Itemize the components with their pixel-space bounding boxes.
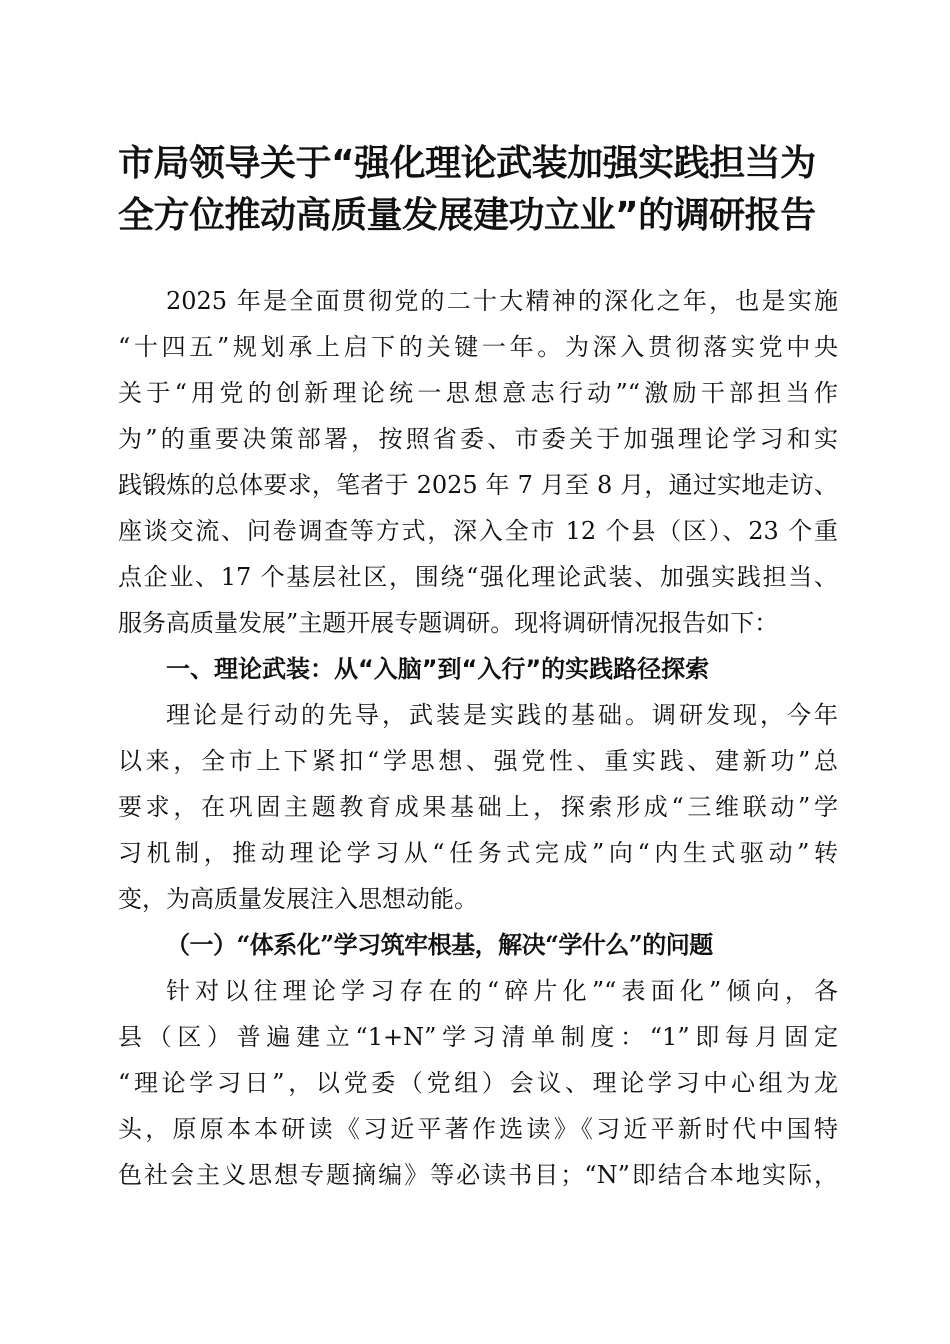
intro-line: 践锻炼的总体要求，笔者于 2025 年 7 月至 8 月，通过实地走访、	[118, 471, 838, 499]
subsection1-line: 色社会主义思想专题摘编》等必读书目；“N”即结合本地实际，	[118, 1161, 838, 1189]
subsection1-line: 针对以往理论学习存在的“碎片化”“表面化”倾向，各	[166, 977, 838, 1005]
section1-line: 以来，全市上下紧扣“学思想、强党性、重实践、建新功”总	[118, 747, 838, 775]
subsection1-line: 县（区）普遍建立“1+N”学习清单制度：“1”即每月固定	[118, 1023, 838, 1051]
section-heading-1: 一、理论武装：从“入脑”到“入行”的实践路径探索	[166, 655, 710, 683]
intro-line: 点企业、17 个基层社区，围绕“强化理论武装、加强实践担当、	[118, 563, 838, 591]
intro-line: 服务高质量发展”主题开展专题调研。现将调研情况报告如下：	[118, 609, 779, 637]
intro-line: 座谈交流、问卷调查等方式，深入全市 12 个县（区）、23 个重	[118, 517, 838, 545]
title-line-2: 全方位推动高质量发展建功立业”的调研报告	[118, 195, 816, 236]
report-title	[118, 138, 838, 242]
intro-line: 关于“用党的创新理论统一思想意志行动”“激励干部担当作	[118, 379, 838, 407]
section1-line: 要求，在巩固主题教育成果基础上，探索形成“三维联动”学	[118, 793, 838, 821]
subsection1-line: 头，原原本本研读《习近平著作选读》《习近平新时代中国特	[118, 1115, 838, 1143]
subsection1-line: “理论学习日”，以党委（党组）会议、理论学习中心组为龙	[118, 1069, 838, 1097]
section1-line: 变，为高质量发展注入思想动能。	[118, 885, 478, 913]
subsection-heading-1: （一）“体系化”学习筑牢根基，解决“学什么”的问题	[166, 930, 713, 959]
intro-line: 为”的重要决策部署，按照省委、市委关于加强理论学习和实	[118, 425, 838, 453]
intro-line: “十四五”规划承上启下的关键一年。为深入贯彻落实党中央	[118, 333, 838, 361]
section1-line: 习机制，推动理论学习从“任务式完成”向“内生式驱动”转	[118, 839, 838, 867]
section1-line: 理论是行动的先导，武装是实践的基础。调研发现，今年	[166, 701, 838, 729]
document-body	[118, 278, 838, 1198]
intro-line: 2025 年是全面贯彻党的二十大精神的深化之年，也是实施	[166, 287, 838, 315]
title-line-1: 市局领导关于“强化理论武装加强实践担当为	[118, 143, 816, 184]
